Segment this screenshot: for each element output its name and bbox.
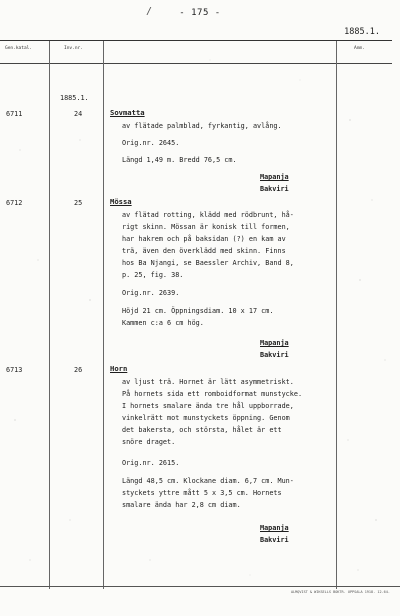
footer-rule <box>0 586 400 587</box>
description-line: snöre draget. <box>122 438 176 446</box>
catalog-number: 6713 <box>6 366 23 374</box>
column-divider-1 <box>49 41 50 589</box>
description-line: av ljust trä. Hornet är lätt asymmetriskt. <box>122 378 294 386</box>
column-divider-3 <box>336 41 337 589</box>
section-year: 1885.1. <box>60 94 89 102</box>
entry-title: Sovmatta <box>110 108 145 117</box>
measurement-line: smalare ända har 2,8 cm diam. <box>122 501 241 509</box>
orig-number: Orig.nr. 2615. <box>122 459 180 467</box>
column-header-note: Anm. <box>354 46 365 51</box>
description-line: av flätade palmblad, fyrkantig, avlång. <box>122 122 282 130</box>
description-line: vinkelrätt mot munstyckets öppning. Genom <box>122 414 290 422</box>
measurement-line: Kammen c:a 6 cm hög. <box>122 319 204 327</box>
header-year: 1885.1. <box>344 27 380 37</box>
locality-place: Mapanja <box>260 173 289 181</box>
column-header-inventory: Inv.nr. <box>64 46 83 51</box>
measurement-line: Längd 48,5 cm. Klockane diam. 6,7 cm. Mun- <box>122 477 294 485</box>
description-line: p. 25, fig. 38. <box>122 271 184 279</box>
description-line: trä, även den överklädd med skinn. Finns <box>122 247 286 255</box>
description-line: rigt skinn. Mössan är konisk till formen, <box>122 223 290 231</box>
catalog-number: 6711 <box>6 110 23 118</box>
measurement-line: styckets yttre mått 5 x 3,5 cm. Hornets <box>122 489 282 497</box>
orig-number: Orig.nr. 2645. <box>122 139 180 147</box>
column-divider-2 <box>103 41 104 589</box>
column-header-catalog: Gen.katal. <box>5 46 33 51</box>
locality-people: Bakviri <box>260 351 289 359</box>
locality-signature <box>260 337 289 361</box>
orig-number: Orig.nr. 2639. <box>122 289 180 297</box>
locality-people: Bakviri <box>260 185 289 193</box>
locality-signature <box>260 522 289 546</box>
entry-title: Mössa <box>110 197 132 206</box>
description-line: av flätad rotting, klädd med rödbrunt, hå- <box>122 211 294 219</box>
entry-title: Horn <box>110 364 128 373</box>
description-line: har hakrem och på baksidan (?) en kam av <box>122 235 286 243</box>
printer-imprint: ALMQVIST & WIKSELLS BOKTR. UPPSALA 1918. 12.64. <box>290 590 390 594</box>
page-number: - 175 - <box>179 8 221 18</box>
inventory-number: 25 <box>74 199 83 207</box>
header-bottom-rule <box>0 63 392 64</box>
locality-place: Mapanja <box>260 524 289 532</box>
header-top-rule <box>0 40 392 41</box>
pen-mark: / <box>146 6 153 17</box>
locality-signature <box>260 171 289 195</box>
description-line: I hornets smalare ända tre hål uppborrade, <box>122 402 294 410</box>
catalog-number: 6712 <box>6 199 23 207</box>
inventory-number: 26 <box>74 366 83 374</box>
locality-place: Mapanja <box>260 339 289 347</box>
locality-people: Bakviri <box>260 536 289 544</box>
description-line: det bakersta, och största, hålet är ett <box>122 426 282 434</box>
inventory-number: 24 <box>74 110 83 118</box>
description-line: hos Ba Njangi, se Baessler Archiv, Band 8, <box>122 259 294 267</box>
description-line: På hornets sida ett romboidformat munstycke. <box>122 390 303 398</box>
measurement-line: Höjd 21 cm. Öppningsdiam. 10 x 17 cm. <box>122 307 274 315</box>
measurement-line: Längd 1,49 m. Bredd 76,5 cm. <box>122 156 237 164</box>
